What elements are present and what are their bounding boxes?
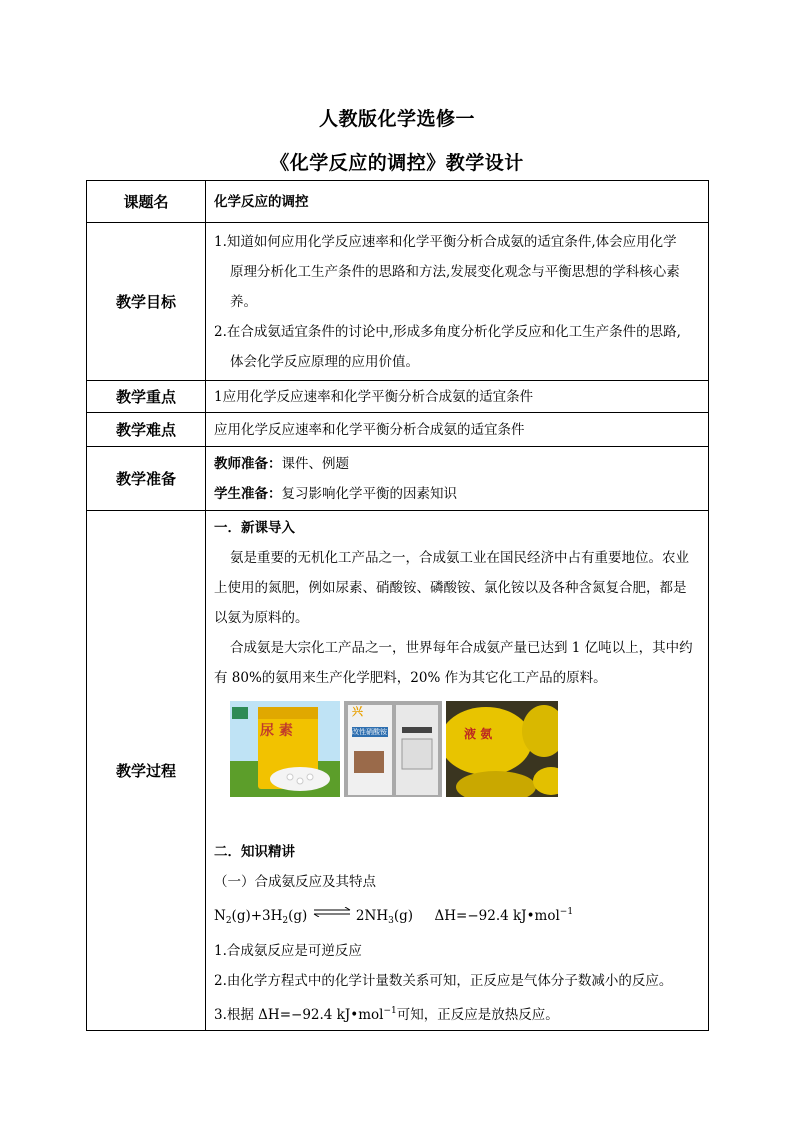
teacher-prep-value: 课件、例题 xyxy=(281,455,349,472)
goal-1c: 养。 xyxy=(230,293,257,310)
section-intro: 一．新课导入 xyxy=(214,520,295,536)
para-1b: 上使用的氮肥，例如尿素、硝酸铵、磷酸铵、氯化铵以及各种含氮复合肥，都是 xyxy=(214,580,687,596)
urea-bag-image xyxy=(230,701,340,797)
head-process: 教学过程 xyxy=(87,511,206,1031)
fertilizer-images xyxy=(230,701,702,797)
ammonia-label: 液 氨 xyxy=(464,727,493,741)
point-2: 2.由化学方程式中的化学计量数关系可知，正反应是气体分子数减小的反应。 xyxy=(214,973,673,989)
para-2b: 有 80%的氨用来生产化学肥料，20% 作为其它化工产品的原料。 xyxy=(214,670,607,686)
head-prep: 教学准备 xyxy=(87,447,206,511)
doc-subtitle: 《化学反应的调控》教学设计 xyxy=(270,152,524,174)
point-1: 1.合成氨反应是可逆反应 xyxy=(214,943,362,959)
topic-value: 化学反应的调控 xyxy=(206,181,709,223)
row-goals xyxy=(87,223,709,381)
difficult-value: 应用化学反应速率和化学平衡分析合成氨的适宜条件 xyxy=(206,413,709,447)
process-value xyxy=(206,511,709,1031)
urea-label: 尿 素 xyxy=(260,723,293,739)
goal-2a: 2.在合成氨适宜条件的讨论中,形成多角度分析化学反应和化工生产条件的思路, xyxy=(214,323,681,340)
para-1a: 氨是重要的无机化工产品之一，合成氨工业在国民经济中占有重要地位。农业 xyxy=(230,550,689,566)
teacher-prep-label: 教师准备： xyxy=(214,455,282,472)
row-topic xyxy=(87,181,709,223)
student-prep-value: 复习影响化学平衡的因素知识 xyxy=(281,485,457,502)
row-key xyxy=(87,381,709,413)
row-prep xyxy=(87,447,709,511)
goal-1b: 原理分析化工生产条件的思路和方法,发展变化观念与平衡思想的学科核心素 xyxy=(230,263,680,280)
para-1c: 以氨为原料的。 xyxy=(214,610,309,626)
nitrate-label: 改性硝酸铵 xyxy=(352,728,387,736)
student-prep-label: 学生准备： xyxy=(214,485,282,502)
ammonia-cylinder-image xyxy=(446,701,558,797)
equation: $N_2(g)+3H_2(g)$ $2NH_3(g)$ ΔH=−92.4 kJ•mol$^{-1}$ xyxy=(214,897,702,936)
para-2a: 合成氨是大宗化工产品之一，世界每年合成氨产量已达到 1 亿吨以上，其中约 xyxy=(230,640,693,656)
lesson-table xyxy=(86,180,709,1031)
subsection-1: （一）合成氨反应及其特点 xyxy=(214,874,376,890)
doc-title: 人教版化学选修一 xyxy=(318,108,475,130)
equilibrium-arrow-icon xyxy=(312,898,352,928)
head-topic: 课题名 xyxy=(87,181,206,223)
row-process xyxy=(87,511,709,1031)
row-difficult xyxy=(87,413,709,447)
head-difficult: 教学难点 xyxy=(87,413,206,447)
goals-value xyxy=(206,223,709,381)
section-knowledge: 二．知识精讲 xyxy=(214,844,295,860)
ammonium-nitrate-image xyxy=(344,701,442,797)
brand-label: 兴 xyxy=(352,705,363,718)
prep-value xyxy=(206,447,709,511)
head-goals: 教学目标 xyxy=(87,223,206,381)
point-3: 3.根据 ΔH=−92.4 kJ•mol$^{-1}$可知，正反应是放热反应。 xyxy=(214,1006,559,1023)
key-value: 1应用化学反应速率和化学平衡分析合成氨的适宜条件 xyxy=(206,381,709,413)
goal-2b: 体会化学反应原理的应用价值。 xyxy=(230,353,419,370)
goal-1a: 1.知道如何应用化学反应速率和化学平衡分析合成氨的适宜条件,体会应用化学 xyxy=(214,233,677,250)
head-key: 教学重点 xyxy=(87,381,206,413)
